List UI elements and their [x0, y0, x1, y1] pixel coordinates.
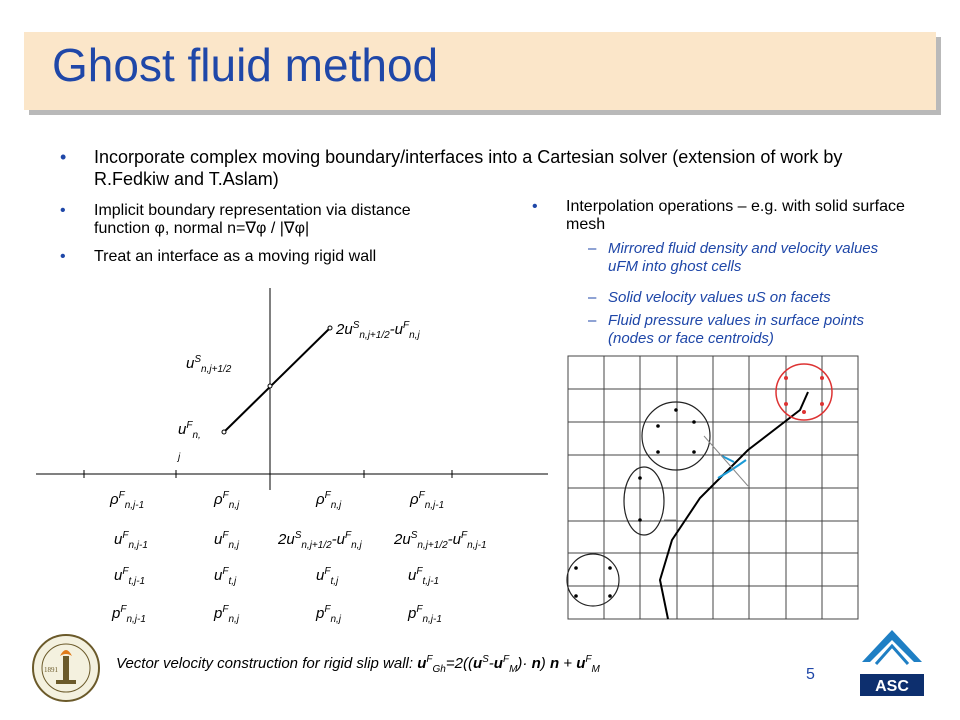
- sub-bullet-1: – Mirrored fluid density and velocity values uFM into ghost cells: [588, 240, 879, 275]
- un-2: $2u^S_{n,j+1/2}-u^F_{n,j}$: [278, 530, 362, 551]
- ut-0: $u^F_{t,j-1}$: [114, 566, 146, 587]
- un-0: $u^F_{n,j-1}$: [114, 530, 148, 551]
- sub-bullet-2-text: Solid velocity values uS on facets: [608, 289, 831, 306]
- bullet-4-text: Interpolation operations – e.g. with solid surface mesh: [566, 198, 905, 233]
- bullet-3-text: Treat an interface as a moving rigid wall: [94, 248, 377, 265]
- un-3: $2u^S_{n,j+1/2}-u^F_{n,j-1}$: [394, 530, 487, 551]
- diagram-label-lower: $u^F_{n,}$ $_j$: [178, 420, 201, 463]
- rho-3: $\rho^F_{n,j-1}$: [410, 490, 445, 511]
- caltech-seal-logo: [30, 632, 102, 704]
- svg-text:1891: 1891: [44, 666, 58, 674]
- bullet-dot: •: [532, 198, 538, 215]
- sub-bullet-3-text: Fluid pressure values in surface points (nodes or face centroids): [608, 312, 864, 347]
- p-2: $p^F_{n,j}$: [316, 604, 342, 625]
- sub-bullet-2: – Solid velocity values uS on facets: [588, 289, 831, 306]
- ut-1: $u^F_{t,j}$: [214, 566, 237, 587]
- rho-2: $\rho^F_{n,j}$: [316, 490, 342, 511]
- sub-bullet-3: – Fluid pressure values in surface points (nodes or face centroids): [588, 312, 864, 347]
- slide-title: Ghost fluid method: [52, 39, 439, 91]
- p-0: $p^F_{n,j-1}$: [112, 604, 146, 625]
- diagram-label-upper: $2u^S_{n,j+1/2}-u^F_{n,j}$: [336, 320, 420, 341]
- un-1: $u^F_{n,j}$: [214, 530, 240, 551]
- diagram-label-mid: $u^S_{n,j+1/2}$: [186, 354, 232, 375]
- page-number: 5: [806, 666, 815, 683]
- rho-1: $\rho^F_{n,j}$: [214, 490, 240, 511]
- p-1: $p^F_{n,j}$: [214, 604, 240, 625]
- bullet-dot: •: [60, 248, 66, 265]
- svg-text:ASC: ASC: [875, 678, 909, 695]
- bullet-2-text: Implicit boundary representation via distance function φ, normal n=∇φ / |∇φ|: [94, 202, 411, 237]
- rho-0: $\rho^F_{n,j-1}$: [110, 490, 145, 511]
- asc-logo: [852, 622, 932, 702]
- bullet-1-text: Incorporate complex moving boundary/interfaces into a Cartesian solver (extension of work by R.Fedkiw and T.Aslam): [94, 147, 843, 189]
- ut-2: $u^F_{t,j}$: [316, 566, 339, 587]
- sub-bullet-1-text: Mirrored fluid density and velocity values uFM into ghost cells: [608, 240, 879, 275]
- p-3: $p^F_{n,j-1}$: [408, 604, 442, 625]
- caption: Vector velocity construction for rigid slip wall: $u^F_{Gh}=2((u^S-u^F_M)\cdot n) n + u^F_M$: [116, 654, 600, 675]
- ut-3: $u^F_{t,j-1}$: [408, 566, 440, 587]
- bullet-dot: •: [60, 202, 66, 219]
- bullet-dot: •: [60, 147, 67, 167]
